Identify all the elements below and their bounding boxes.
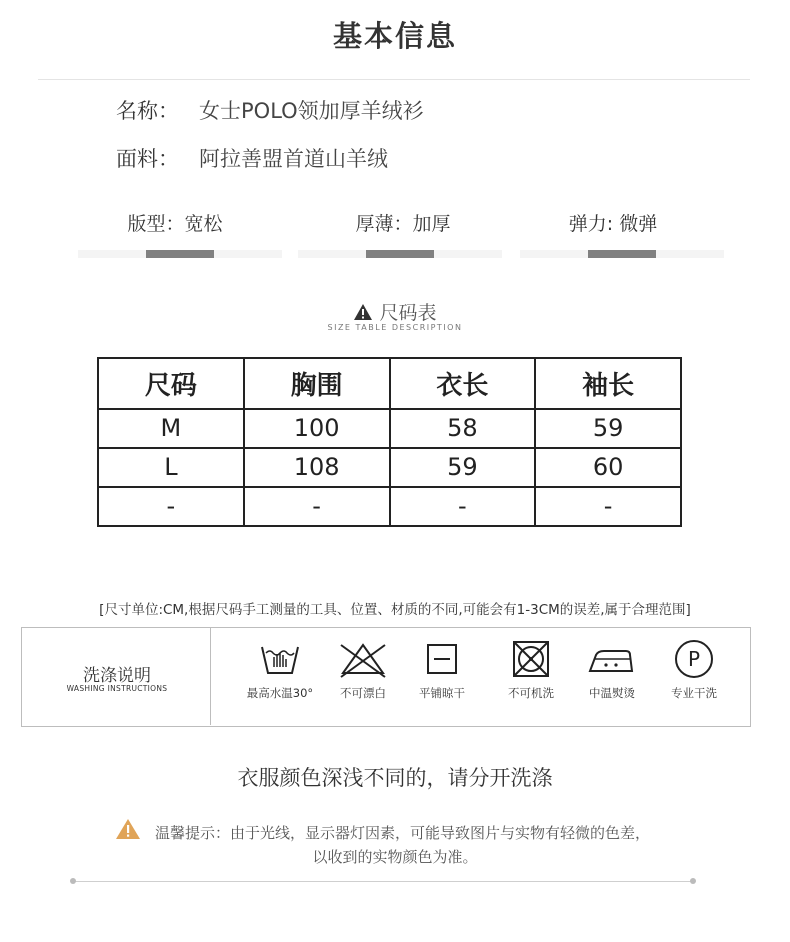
tip-line-2: 以收到的实物颜色为准。 [312, 848, 478, 866]
caution-icon [115, 818, 141, 844]
size-cell: - [244, 487, 390, 526]
size-cell: 108 [244, 448, 390, 487]
wash-30-icon [258, 637, 302, 681]
color-notice: 衣服颜色深浅不同的，请分开洗涤 [237, 766, 553, 790]
size-cell: M [98, 409, 244, 448]
wash-item [486, 637, 576, 701]
washing-subtitle: WASHING INSTRUCTIONS [66, 684, 168, 693]
wash-item-label: 专业干洗 [671, 686, 717, 700]
table-row [98, 409, 681, 448]
wash-item [235, 637, 325, 701]
info-label-name: 名称： [116, 99, 179, 123]
size-note: [尺寸单位:CM,根据尺码手工测量的工具、位置、材质的不同,可能会有1-3CM的误差,属于合理范围] [99, 602, 691, 618]
info-row-name [116, 95, 424, 125]
size-table [97, 357, 682, 527]
table-row [98, 448, 681, 487]
no-tumble-dry-icon [509, 637, 553, 681]
size-header-cell: 衣长 [390, 358, 536, 409]
wash-item-label: 不可漂白 [340, 686, 386, 700]
page-title: 基本信息 [332, 19, 457, 53]
attr-elasticity: 弹力: 微弹 [568, 213, 658, 235]
divider-dot-right [690, 878, 696, 884]
attr-thickness-indicator [366, 250, 434, 258]
size-table-title: 尺码表 [379, 302, 437, 324]
wash-item-label: 不可机洗 [508, 686, 554, 700]
size-table-subtitle: SIZE TABLE DESCRIPTION [327, 323, 463, 332]
size-header-cell: 尺码 [98, 358, 244, 409]
info-value-fabric: 阿拉善盟首道山羊绒 [199, 147, 388, 171]
wash-item [567, 637, 657, 701]
iron-medium-icon [586, 637, 638, 681]
divider-dot-left [70, 878, 76, 884]
size-cell: - [98, 487, 244, 526]
info-value-name: 女士POLO领加厚羊绒衫 [199, 99, 424, 123]
bottom-divider [73, 881, 693, 882]
no-bleach-icon [337, 637, 389, 681]
wash-item-label: 最高水温30° [246, 686, 314, 700]
size-cell: 60 [535, 448, 681, 487]
table-row [98, 487, 681, 526]
wash-item-label: 平铺晾干 [419, 686, 465, 700]
attr-thickness: 厚薄：加厚 [355, 213, 451, 235]
dry-flat-icon [420, 637, 464, 681]
wash-item-label: 中温熨烫 [589, 686, 635, 700]
size-table-heading [0, 298, 790, 326]
size-cell: 100 [244, 409, 390, 448]
professional-dry-clean-icon [672, 637, 716, 681]
size-table-header-row [98, 358, 681, 409]
size-cell: 59 [535, 409, 681, 448]
wash-item [318, 637, 408, 701]
size-header-cell: 袖长 [535, 358, 681, 409]
size-cell: 58 [390, 409, 536, 448]
size-cell: L [98, 448, 244, 487]
washing-title: 洗涤说明 [83, 666, 151, 686]
size-cell: - [535, 487, 681, 526]
size-header-cell: 胸围 [244, 358, 390, 409]
attr-fit: 版型：宽松 [127, 213, 223, 235]
attr-elasticity-indicator [588, 250, 656, 258]
size-cell: - [390, 487, 536, 526]
size-cell: 59 [390, 448, 536, 487]
title-divider [38, 79, 750, 80]
wash-item [397, 637, 487, 701]
attr-fit-indicator [146, 250, 214, 258]
tip-line-1: 温馨提示：由于光线，显示器灯因素，可能导致图片与实物有轻微的色差， [155, 824, 651, 842]
info-row-fabric [116, 143, 388, 173]
info-label-fabric: 面料： [116, 147, 179, 171]
svg-text:P: P [687, 647, 701, 671]
wash-item [649, 637, 739, 701]
